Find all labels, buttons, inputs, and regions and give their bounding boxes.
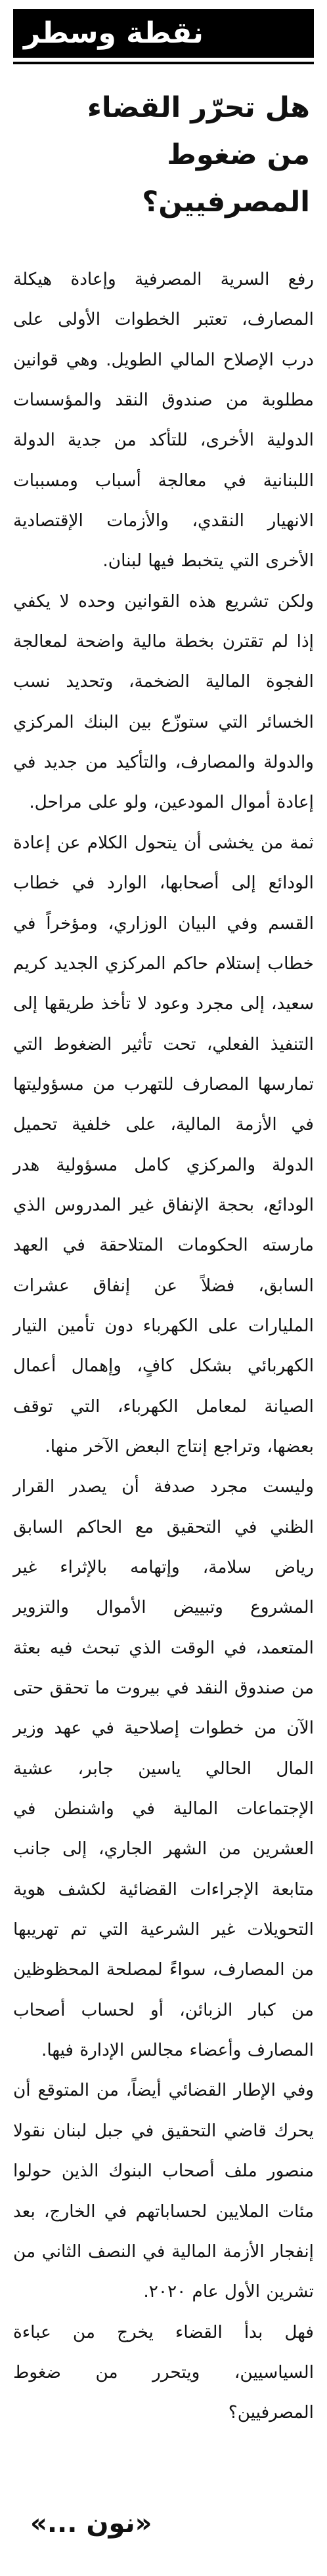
- paragraph: رفع السرية المصرفية وإعادة هيكلة المصارف، تعتبر الخطوات الأولى على درب الإصلاح المالي الطويل. وهي قوانين مطلوبة من صندوق النقد والمؤسسات الدولية الأخرى، للتأكد من جدية الدولة اللبنانية في معالجة أسباب ومسببات الانهيار النقدي، والأزمات الإقتصادية الأخرى التي يتخبط فيها لبنان.: [13, 270, 314, 571]
- article-headline: [13, 84, 314, 226]
- author-signature: «نون ...»: [30, 2508, 152, 2539]
- paragraph: وليست مجرد صدفة أن يصدر القرار الظني في التحقيق مع الحاكم السابق رياض سلامة، وإتهامه بالإثراء غير المشروع وتبييض الأموال والتزوير المتعمد، في الوقت الذي تبحث فيه بعثة من صندوق النقد في بيروت ما تحقق حتى الآن من خطوات إصلاحية في عهد وزير المال الحالي ياسين جابر، عشية الإجتماعات المالية في واشنطن في العشرين من الشهر الجاري، إلى جانب متابعة الإجراءات القضائية لكشف هوية التحويلات غير الشرعية التي تم تهريبها من المصارف، سواءً لمصلحة المحظوظين من كبار الزبائن، أو لحساب أصحاب المصارف وأعضاء مجالس الإدارة فيها.: [13, 1477, 314, 2061]
- headline-line-1: هل تحرّر القضاء: [87, 91, 310, 124]
- paragraph: ثمة من يخشى أن يتحول الكلام عن إعادة الودائع إلى أصحابها، الوارد في خطاب القسم وفي البيان الوزاري، ومؤخراً في خطاب إستلام حاكم المركزي الجديد كريم سعيد، إلى مجرد وعود لا تأخذ طريقها إلى التنفيذ الفعلي، تحت تأثير الضغوط التي تمارسها المصارف للتهرب من مسؤوليتها في الأزمة المالية، على خلفية تحميل الدولة والمركزي كامل مسؤولية هدر الودائع، بحجة الإنفاق غير المدروس الذي مارسته الحكومات المتلاحقة في العهد السابق، فضلاً عن إنفاق عشرات المليارات على الكهرباء دون تأمين التيار الكهربائي بشكل كافٍ، وإهمال أعمال الصيانة لمعامل الكهرباء، التي توقف بعضها، وتراجع إنتاج البعض الآخر منها.: [13, 833, 314, 1457]
- paragraph: فهل بدأ القضاء يخرج من عباءة السياسيين، ويتحرر من ضغوط المصرفيين؟: [13, 2322, 314, 2423]
- column-masthead: [13, 9, 314, 58]
- column-name: نقطة وسطر: [24, 16, 204, 50]
- headline-line-2: من ضغوط المصرفيين؟: [142, 138, 310, 218]
- masthead-divider: [13, 62, 314, 64]
- paragraph: ولكن تشريع هذه القوانين وحده لا يكفي إذا لم تقترن بخطة مالية واضحة لمعالجة الفجوة المالية الضخمة، وتحديد نسب الخسائر التي ستوزّع بين البنك المركزي والدولة والمصارف، والتأكيد من جديد في إعادة أموال المودعين، ولو على مراحل.: [13, 591, 314, 813]
- paragraph: وفي الإطار القضائي أيضاً، من المتوقع أن يحرك قاضي التحقيق في جبل لبنان نقولا منصور ملف أصحاب البنوك الذين حولوا مئات الملايين لحساباتهم في الخارج، بعد إنفجار الأزمة المالية في النصف الثاني من تشرين الأول عام ٢٠٢٠.: [13, 2081, 314, 2302]
- article-body: [13, 260, 314, 2434]
